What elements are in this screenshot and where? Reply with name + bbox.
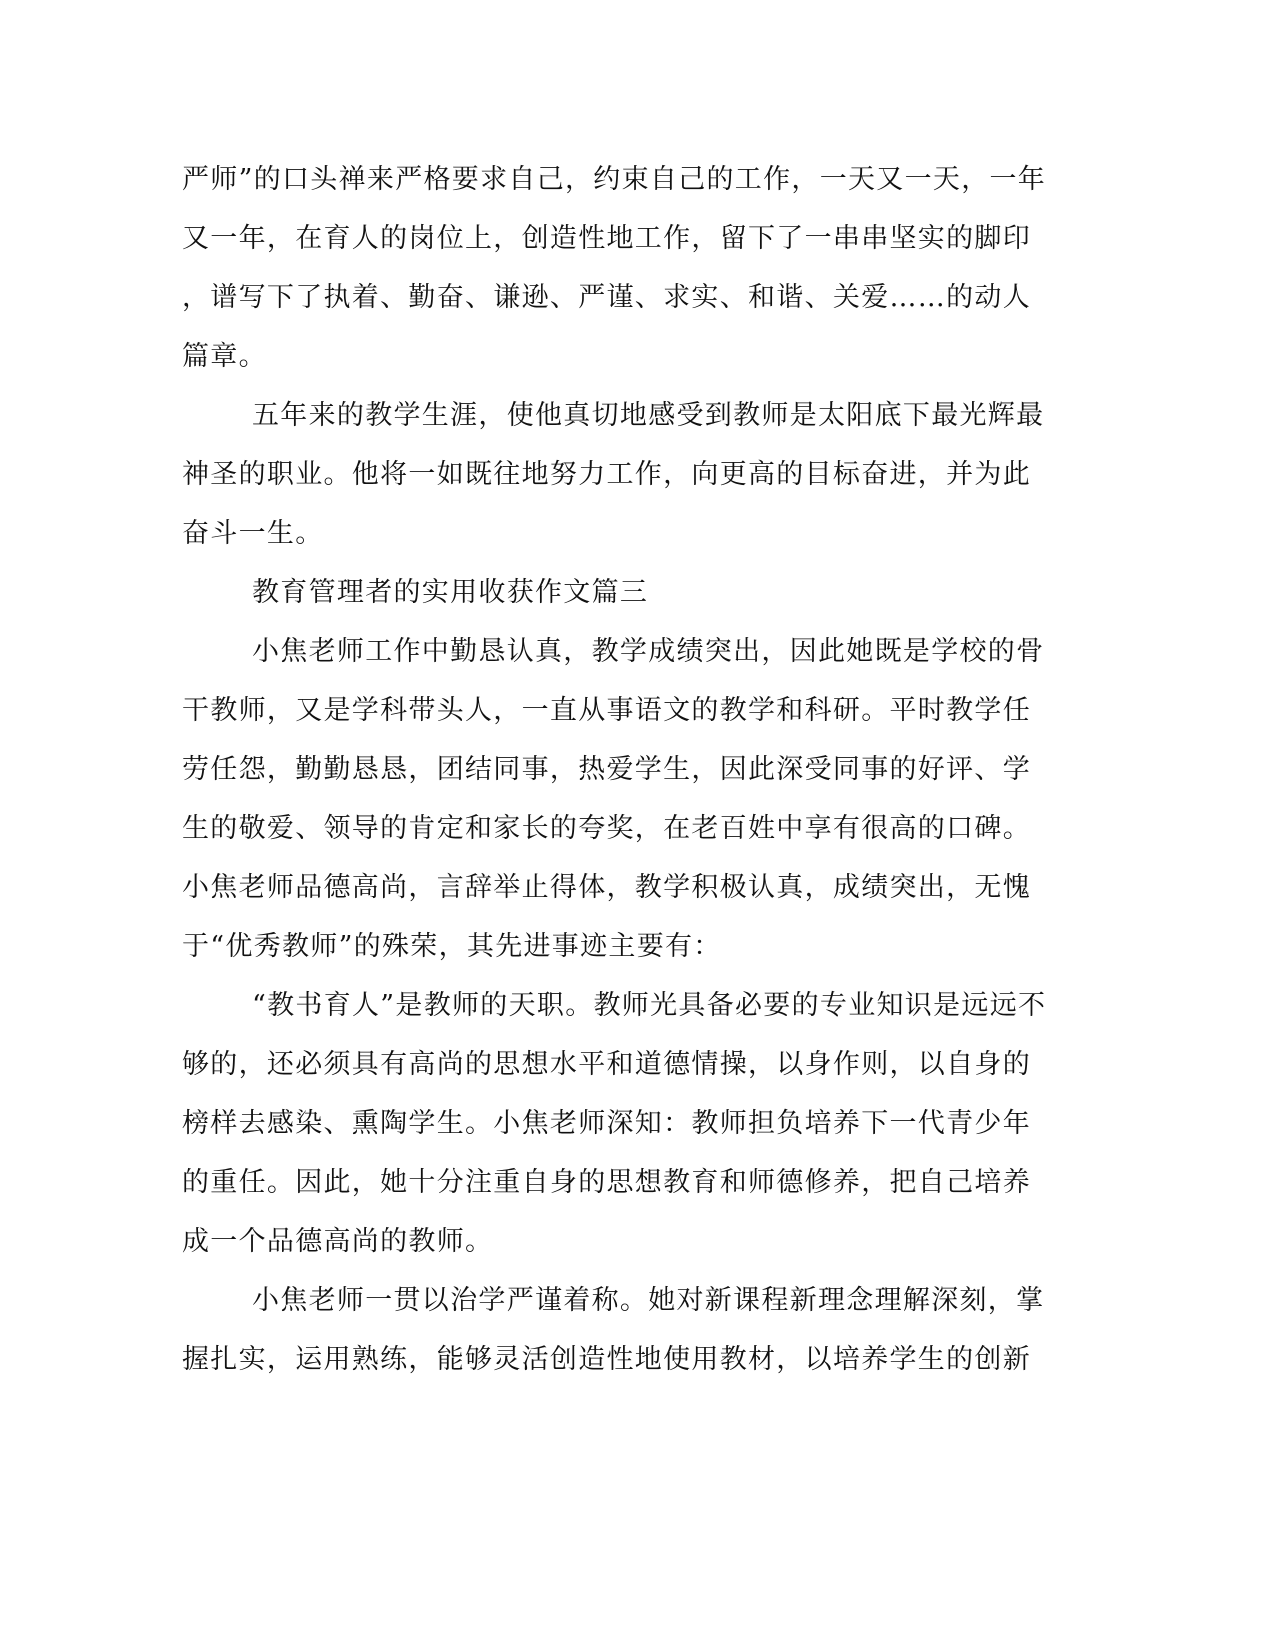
text-line: 握扎实，运用熟练，能够灵活创造性地使用教材，以培养学生的创新 bbox=[182, 1344, 1031, 1375]
text-line: 成一个品德高尚的教师。 bbox=[182, 1226, 494, 1257]
text-line: 奋斗一生。 bbox=[182, 518, 324, 549]
text-line: 五年来的教学生涯，使他真切地感受到教师是太阳底下最光辉最 bbox=[252, 400, 1045, 431]
text-line: 干教师，又是学科带头人，一直从事语文的教学和科研。平时教学任 bbox=[182, 695, 1031, 726]
text-line: 劳任怨，勤勤恳恳，团结同事，热爱学生，因此深受同事的好评、学 bbox=[182, 754, 1031, 785]
text-line: 够的，还必须具有高尚的思想水平和道德情操，以身作则，以自身的 bbox=[182, 1049, 1031, 1080]
text-line: 小焦老师工作中勤恳认真，教学成绩突出，因此她既是学校的骨 bbox=[252, 636, 1045, 667]
text-line: 又一年，在育人的岗位上，创造性地工作，留下了一串串坚实的脚印 bbox=[182, 223, 1031, 254]
text-line: 小焦老师一贯以治学严谨着称。她对新课程新理念理解深刻，掌 bbox=[252, 1285, 1045, 1316]
section-heading: 教育管理者的实用收获作文篇三 bbox=[252, 577, 649, 608]
text-line: ，谱写下了执着、勤奋、谦逊、严谨、求实、和谐、关爱……的动人 bbox=[182, 282, 1031, 313]
text-line: 榜样去感染、熏陶学生。小焦老师深知：教师担负培养下一代青少年 bbox=[182, 1108, 1031, 1139]
text-line: 神圣的职业。他将一如既往地努力工作，向更高的目标奋进，并为此 bbox=[182, 459, 1031, 490]
text-line: 生的敬爱、领导的肯定和家长的夸奖，在老百姓中享有很高的口碑。 bbox=[182, 813, 1031, 844]
text-line: 于“优秀教师”的殊荣，其先进事迹主要有： bbox=[182, 931, 722, 962]
text-line: 严师”的口头禅来严格要求自己，约束自己的工作，一天又一天，一年 bbox=[182, 164, 1047, 195]
text-line: 的重任。因此，她十分注重自身的思想教育和师德修养，把自己培养 bbox=[182, 1167, 1031, 1198]
text-line: 小焦老师品德高尚，言辞举止得体，教学积极认真，成绩突出，无愧 bbox=[182, 872, 1031, 903]
text-line: 篇章。 bbox=[182, 341, 267, 372]
text-line: “教书育人”是教师的天职。教师光具备必要的专业知识是远远不 bbox=[252, 990, 1047, 1021]
